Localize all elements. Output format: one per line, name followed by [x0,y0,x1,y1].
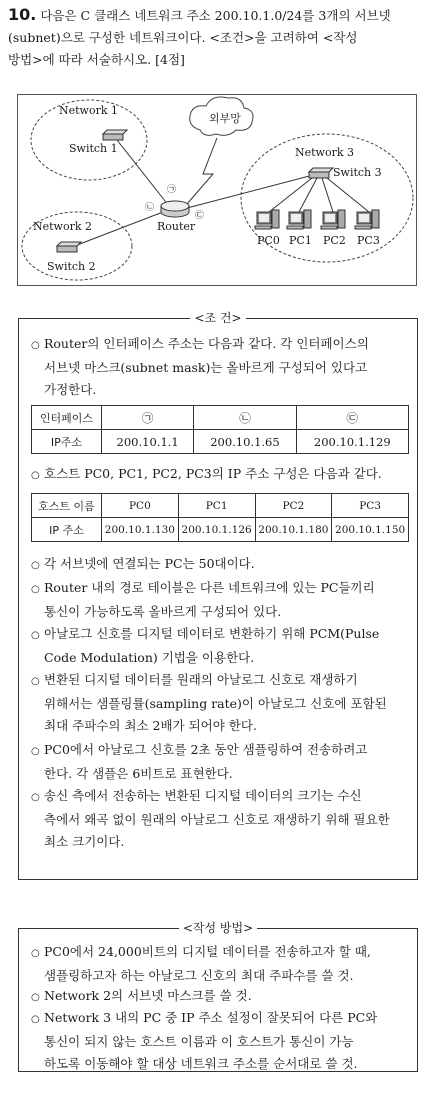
condition-item-2: ○ 호스트 PC0, PC1, PC2, PC3의 IP 주소 구성은 다음과 같다. [31,466,382,481]
pc1-label: PC1 [289,234,312,247]
question-line-2: (subnet)으로 구성한 네트워크이다. <조건>을 고려하여 <작성 [8,30,358,45]
switch3-label: Switch 3 [333,166,382,179]
question-line-1: 다음은 C 클래스 네트워크 주소 200.10.1.0/24를 3개의 서브넷 [40,8,391,23]
router-icon [161,201,189,217]
network2-label: Network 2 [33,220,93,233]
question-line-3: 방법>에 따라 서술하시오. [4점] [8,52,185,67]
conditions-box [18,311,418,880]
switch3-icon [309,168,333,178]
switch1-icon [103,130,127,140]
router-interface-b: ㉡ [145,203,155,213]
method-item-2: ○ Network 2의 서브넷 마스크를 쓸 것. [31,988,252,1003]
pc1-icon [287,210,311,229]
pc2-icon [321,210,345,229]
switch1-label: Switch 1 [69,142,118,155]
wan-link [187,138,217,204]
condition-item-6: ○ 변환된 디지털 데이터를 원래의 아날로그 신호로 재생하기 위해서는 샘플링률(sampling rate)이 아날로그 신호에 포함된 최대 주파수의 최소 2배가 되어야 한다. [31,672,387,733]
method-box [18,921,418,1072]
router-interface-c: ㉢ [195,211,205,221]
network-diagram [17,94,417,286]
method-item-1: ○ PC0에서 24,000비트의 디지털 데이터를 전송하고자 할 때, 샘플링하고자 하는 아날로그 신호의 최대 주파수를 쓸 것. [31,944,371,983]
pc2-label: PC2 [323,234,346,247]
pc3-icon [355,210,379,229]
method-item-3: ○ Network 3 내의 PC 중 IP 주소 설정이 잘못되어 다른 PC와 통신이 되지 않는 호스트 이름과 이 호스트가 통신이 가능 하도록 이동해야 할 대상 네트워크 주소를 순서대로 쓸 것. [31,1010,378,1071]
network3-label: Network 3 [295,146,355,159]
pc3-label: PC3 [357,234,380,247]
router-interface-a: ㉠ [167,185,177,195]
condition-item-4: ○ Router 내의 경로 테이블은 다른 네트워크에 있는 PC들끼리 통신이 가능하도록 올바르게 구성되어 있다. [31,580,375,619]
condition-item-1: ○ Router의 인터페이스 주소는 다음과 같다. 각 인터페이스의 서브넷 마스크(subnet mask)는 올바르게 구성되어 있다고 가정한다. [31,336,369,397]
interface-table: 인터페이스 ㉠ ㉡ ㉢ IP주소 200.10.1.1 200.10.1.65 200.10.1.129 [31,405,409,454]
network1-label: Network 1 [59,104,119,117]
pc0-icon [255,210,279,229]
question-text [8,4,423,71]
method-title: <작성 방법> [179,921,257,935]
switch2-icon [57,242,81,252]
router-label: Router [157,220,196,233]
conditions-title: <조 건> [190,311,245,325]
condition-item-8: ○ 송신 측에서 전송하는 변환된 디지털 데이터의 크기는 수신 측에서 왜곡 없이 원래의 아날로그 신호로 재생하기 위해 필요한 최소 크기이다. [31,788,390,849]
switch2-label: Switch 2 [47,260,96,273]
link-switch1-router [117,140,169,206]
condition-item-7: ○ PC0에서 아날로그 신호를 2초 동안 샘플링하여 전송하려고 한다. 각 샘플은 6비트로 표현한다. [31,742,368,781]
cloud-label: 외부망 [209,112,241,125]
pc0-label: PC0 [257,234,280,247]
host-table: 호스트 이름 PC0 PC1 PC2 PC3 IP 주소 200.10.1.130 200.10.1.126 200.10.1.180 200.10.1.150 [31,493,409,542]
question-number: 10. [8,5,37,24]
condition-item-3: ○ 각 서브넷에 연결되는 PC는 50대이다. [31,556,255,571]
link-switch3-router [187,174,317,208]
condition-item-5: ○ 아날로그 신호를 디지털 데이터로 변환하기 위해 PCM(Pulse Code Modulation) 기법을 이용한다. [31,626,380,665]
